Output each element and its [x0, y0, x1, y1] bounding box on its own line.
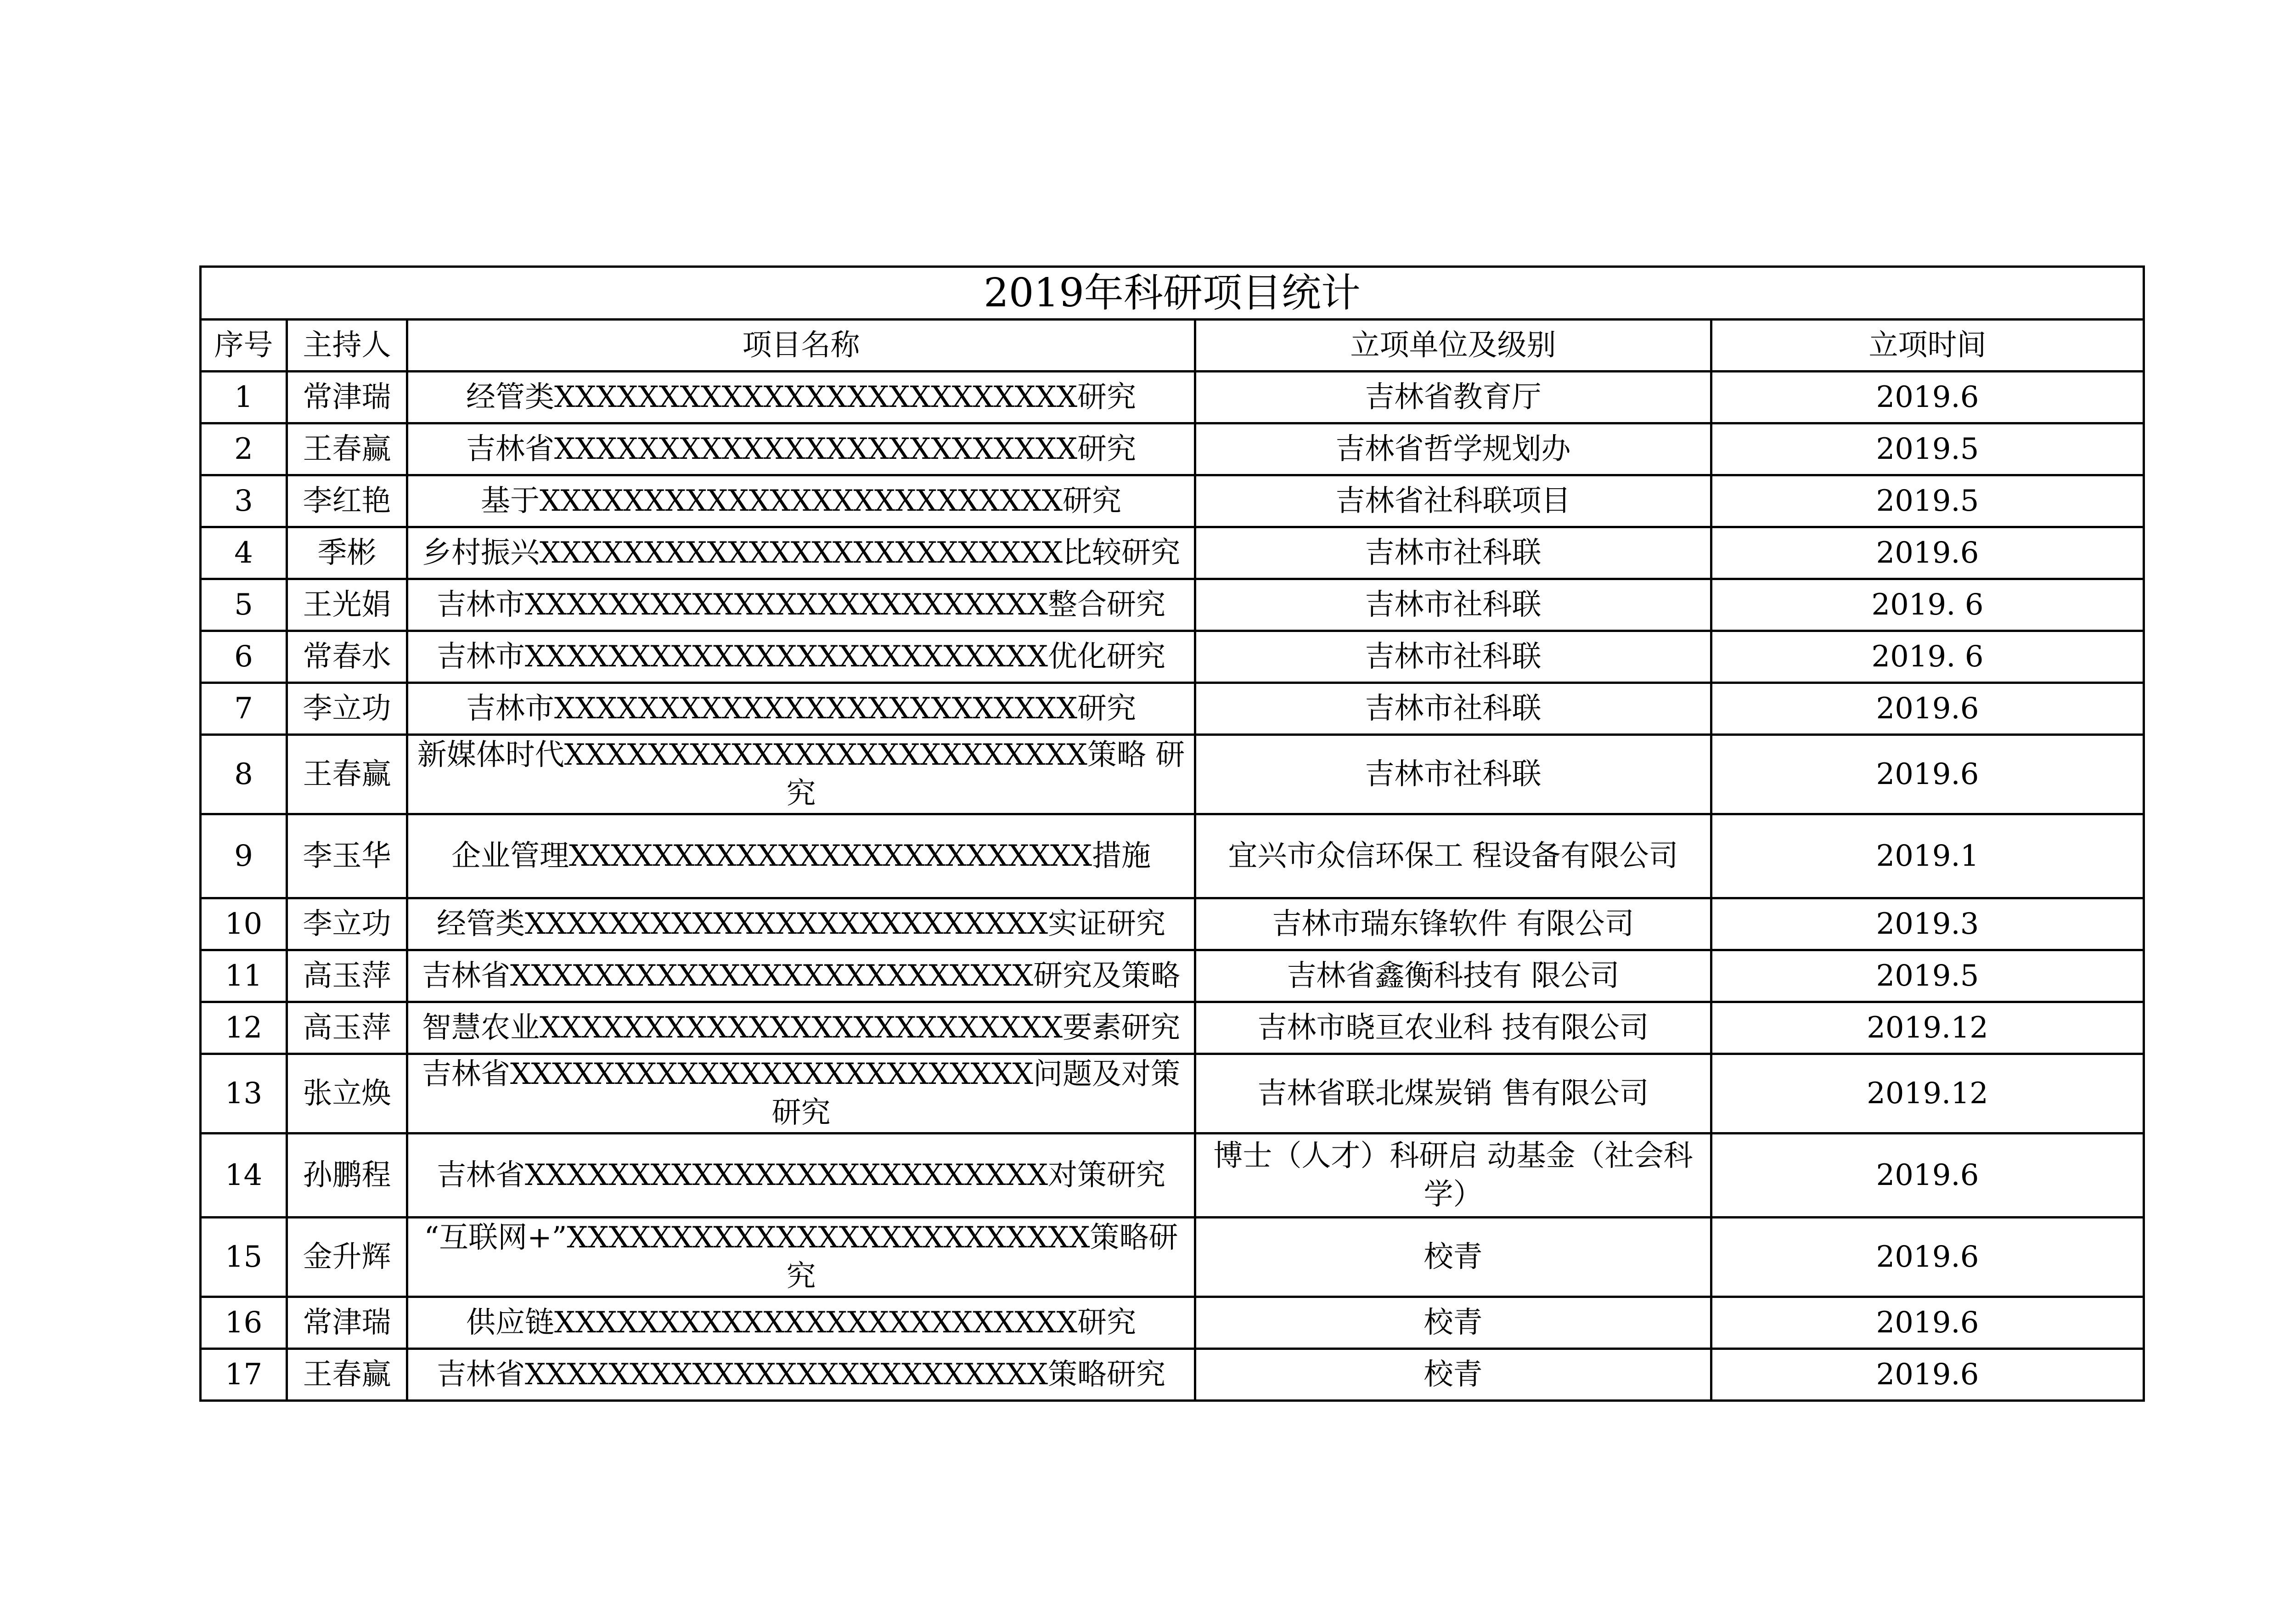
cell-no: 10: [201, 898, 287, 950]
cell-host: 王春赢: [287, 735, 407, 814]
cell-no: 5: [201, 579, 287, 631]
cell-no: 3: [201, 475, 287, 527]
cell-unit-level: 吉林市晓亘农业科 技有限公司: [1195, 1002, 1711, 1054]
project-table: [199, 265, 2145, 1402]
cell-no: 14: [201, 1134, 287, 1218]
cell-date: 2019.1: [1711, 814, 2144, 898]
table-row: [201, 475, 2144, 527]
cell-unit-level: 吉林省哲学规划办: [1195, 423, 1711, 475]
table-row: [201, 898, 2144, 950]
table-row: [201, 950, 2144, 1002]
table-row: [201, 1134, 2144, 1218]
cell-date: 2019.6: [1711, 1297, 2144, 1349]
table-row: [201, 1054, 2144, 1134]
cell-host: 高玉萍: [287, 950, 407, 1002]
cell-project-name: 吉林省XXXXXXXXXXXXXXXXXXXXXXXXX策略研究: [407, 1349, 1195, 1401]
cell-project-name: 基于XXXXXXXXXXXXXXXXXXXXXXXXX研究: [407, 475, 1195, 527]
cell-date: 2019.5: [1711, 950, 2144, 1002]
header-project-name: 项目名称: [407, 320, 1195, 372]
table-row: [201, 814, 2144, 898]
cell-no: 7: [201, 683, 287, 735]
cell-no: 9: [201, 814, 287, 898]
cell-date: 2019.6: [1711, 527, 2144, 579]
cell-no: 8: [201, 735, 287, 814]
cell-host: 常津瑞: [287, 372, 407, 423]
cell-unit-level: 吉林市社科联: [1195, 735, 1711, 814]
cell-host: 王春赢: [287, 423, 407, 475]
cell-date: 2019.6: [1711, 735, 2144, 814]
cell-unit-level: 博士（人才）科研启 动基金（社会科学）: [1195, 1134, 1711, 1218]
cell-unit-level: 吉林市社科联: [1195, 579, 1711, 631]
cell-no: 11: [201, 950, 287, 1002]
cell-date: 2019. 6: [1711, 631, 2144, 683]
cell-unit-level: 吉林省联北煤炭销 售有限公司: [1195, 1054, 1711, 1134]
cell-project-name: 吉林市XXXXXXXXXXXXXXXXXXXXXXXXX优化研究: [407, 631, 1195, 683]
table-row: [201, 1002, 2144, 1054]
cell-host: 季彬: [287, 527, 407, 579]
table-row: [201, 423, 2144, 475]
cell-unit-level: 吉林市瑞东锋软件 有限公司: [1195, 898, 1711, 950]
cell-date: 2019.6: [1711, 683, 2144, 735]
cell-no: 6: [201, 631, 287, 683]
cell-no: 16: [201, 1297, 287, 1349]
table-row: [201, 1297, 2144, 1349]
cell-project-name: 吉林省XXXXXXXXXXXXXXXXXXXXXXXXX研究: [407, 423, 1195, 475]
table-row: [201, 372, 2144, 423]
cell-project-name: 吉林省XXXXXXXXXXXXXXXXXXXXXXXXX问题及对策研究: [407, 1054, 1195, 1134]
cell-project-name: 供应链XXXXXXXXXXXXXXXXXXXXXXXXX研究: [407, 1297, 1195, 1349]
cell-no: 4: [201, 527, 287, 579]
cell-project-name: 吉林省XXXXXXXXXXXXXXXXXXXXXXXXX研究及策略: [407, 950, 1195, 1002]
cell-project-name: 新媒体时代XXXXXXXXXXXXXXXXXXXXXXXXX策略 研究: [407, 735, 1195, 814]
table-row: [201, 527, 2144, 579]
cell-unit-level: 吉林省鑫衡科技有 限公司: [1195, 950, 1711, 1002]
cell-host: 高玉萍: [287, 1002, 407, 1054]
cell-project-name: 智慧农业XXXXXXXXXXXXXXXXXXXXXXXXX要素研究: [407, 1002, 1195, 1054]
cell-no: 2: [201, 423, 287, 475]
cell-host: 李红艳: [287, 475, 407, 527]
cell-host: 常津瑞: [287, 1297, 407, 1349]
cell-date: 2019.3: [1711, 898, 2144, 950]
cell-host: 李立功: [287, 898, 407, 950]
header-row: [201, 320, 2144, 372]
cell-host: 李立功: [287, 683, 407, 735]
cell-no: 15: [201, 1218, 287, 1297]
header-host: 主持人: [287, 320, 407, 372]
cell-no: 12: [201, 1002, 287, 1054]
cell-no: 1: [201, 372, 287, 423]
table-body: [201, 372, 2144, 1401]
cell-date: 2019. 6: [1711, 579, 2144, 631]
cell-date: 2019.6: [1711, 1218, 2144, 1297]
header-date: 立项时间: [1711, 320, 2144, 372]
cell-project-name: 吉林市XXXXXXXXXXXXXXXXXXXXXXXXX整合研究: [407, 579, 1195, 631]
table-row: [201, 683, 2144, 735]
cell-host: 王光娟: [287, 579, 407, 631]
cell-host: 张立焕: [287, 1054, 407, 1134]
cell-project-name: 吉林市XXXXXXXXXXXXXXXXXXXXXXXXX研究: [407, 683, 1195, 735]
cell-date: 2019.6: [1711, 372, 2144, 423]
cell-unit-level: 校青: [1195, 1218, 1711, 1297]
cell-host: 金升辉: [287, 1218, 407, 1297]
cell-host: 李玉华: [287, 814, 407, 898]
cell-unit-level: 吉林市社科联: [1195, 683, 1711, 735]
cell-date: 2019.6: [1711, 1349, 2144, 1401]
cell-host: 常春水: [287, 631, 407, 683]
cell-unit-level: 校青: [1195, 1349, 1711, 1401]
cell-date: 2019.12: [1711, 1054, 2144, 1134]
cell-unit-level: 校青: [1195, 1297, 1711, 1349]
cell-host: 孙鹏程: [287, 1134, 407, 1218]
cell-no: 13: [201, 1054, 287, 1134]
header-no: 序号: [201, 320, 287, 372]
cell-unit-level: 宜兴市众信环保工 程设备有限公司: [1195, 814, 1711, 898]
cell-project-name: 吉林省XXXXXXXXXXXXXXXXXXXXXXXXX对策研究: [407, 1134, 1195, 1218]
cell-no: 17: [201, 1349, 287, 1401]
cell-project-name: 企业管理XXXXXXXXXXXXXXXXXXXXXXXXX措施: [407, 814, 1195, 898]
cell-unit-level: 吉林市社科联: [1195, 631, 1711, 683]
header-unit-level: 立项单位及级别: [1195, 320, 1711, 372]
table-row: [201, 631, 2144, 683]
cell-date: 2019.5: [1711, 423, 2144, 475]
cell-unit-level: 吉林省教育厅: [1195, 372, 1711, 423]
cell-unit-level: 吉林省社科联项目: [1195, 475, 1711, 527]
table-row: [201, 1349, 2144, 1401]
cell-project-name: 经管类XXXXXXXXXXXXXXXXXXXXXXXXX实证研究: [407, 898, 1195, 950]
cell-date: 2019.5: [1711, 475, 2144, 527]
table-row: [201, 1218, 2144, 1297]
cell-unit-level: 吉林市社科联: [1195, 527, 1711, 579]
cell-date: 2019.12: [1711, 1002, 2144, 1054]
table-row: [201, 579, 2144, 631]
cell-host: 王春赢: [287, 1349, 407, 1401]
cell-date: 2019.6: [1711, 1134, 2144, 1218]
cell-project-name: “互联网+”XXXXXXXXXXXXXXXXXXXXXXXXX策略研究: [407, 1218, 1195, 1297]
cell-project-name: 经管类XXXXXXXXXXXXXXXXXXXXXXXXX研究: [407, 372, 1195, 423]
cell-project-name: 乡村振兴XXXXXXXXXXXXXXXXXXXXXXXXX比较研究: [407, 527, 1195, 579]
table-row: [201, 735, 2144, 814]
table-title: 2019年科研项目统计: [201, 267, 2144, 320]
